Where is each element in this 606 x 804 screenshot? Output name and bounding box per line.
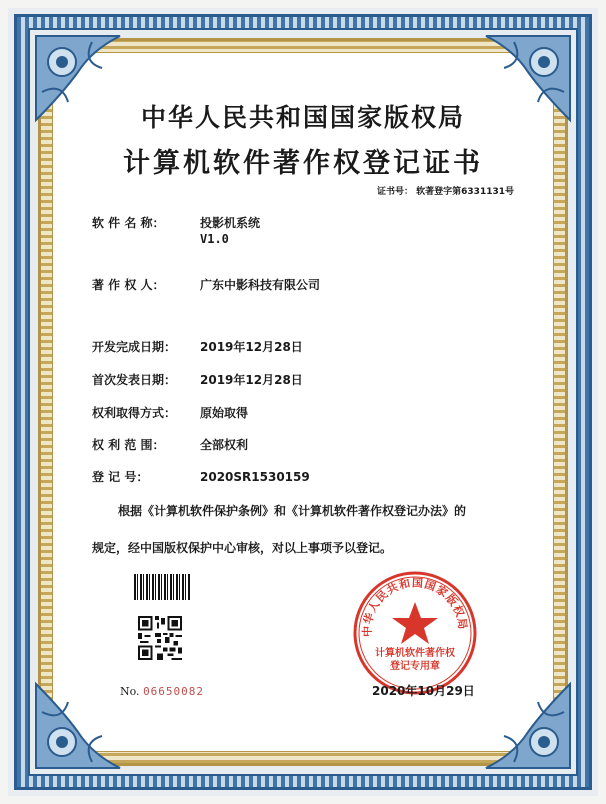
field-label: 登 记 号： — [92, 470, 149, 484]
field-value: 2020SR1530159 — [200, 470, 310, 484]
issuer-title: 中华人民共和国国家版权局 — [140, 103, 465, 132]
field-completion-date — [92, 338, 303, 355]
statement-line-2: 规定，经中国版权保护中心审核，对以上事项予以登记。 — [92, 541, 393, 555]
seal-date: 2020年10月29日 — [372, 684, 475, 698]
serial-value: 06650082 — [143, 685, 205, 698]
seal-ring-text: 中华人民共和国国家版权局 — [360, 576, 470, 637]
qr-code-icon — [138, 616, 182, 660]
field-acquire-method — [92, 404, 248, 421]
field-label: 权 利 范 围： — [92, 438, 165, 452]
field-label: 权利取得方式： — [92, 406, 177, 420]
field-value: 广东中影科技有限公司 — [200, 278, 321, 292]
field-publish-date — [92, 371, 303, 388]
field-value: 投影机系统 — [200, 216, 261, 230]
field-label: 开发完成日期： — [92, 340, 177, 354]
field-value: 2019年12月28日 — [200, 373, 303, 387]
field-label: 首次发表日期： — [92, 373, 177, 387]
serial-label: No. — [120, 685, 140, 698]
field-owner — [92, 276, 320, 293]
official-seal — [352, 570, 478, 696]
serial-number — [120, 685, 204, 698]
field-value: 全部权利 — [200, 438, 249, 452]
field-scope — [92, 436, 248, 453]
corner-ornament-icon — [482, 680, 574, 772]
corner-ornament-icon — [32, 680, 124, 772]
statement-line-1: 根据《计算机软件保护条例》和《计算机软件著作权登记办法》的 — [118, 504, 467, 518]
field-label: 软 件 名 称： — [92, 216, 165, 230]
cert-no-value: 软著登字第6331131号 — [416, 187, 514, 197]
seal-inner-line-1: 计算机软件著作权 — [375, 648, 455, 659]
certificate-title: 计算机软件著作权登记证书 — [123, 148, 483, 179]
field-value: 原始取得 — [200, 406, 249, 420]
certificate-number — [377, 184, 514, 197]
field-registration-no — [92, 468, 310, 485]
field-label: 著 作 权 人： — [92, 278, 165, 292]
seal-inner-line-2: 登记专用章 — [390, 661, 440, 672]
software-version: V1.0 — [200, 232, 229, 246]
star-icon — [392, 602, 438, 644]
barcode-icon — [134, 574, 190, 600]
field-value: 2019年12月28日 — [200, 340, 303, 354]
cert-no-label: 证书号： — [377, 187, 414, 197]
field-software-name — [92, 214, 260, 231]
